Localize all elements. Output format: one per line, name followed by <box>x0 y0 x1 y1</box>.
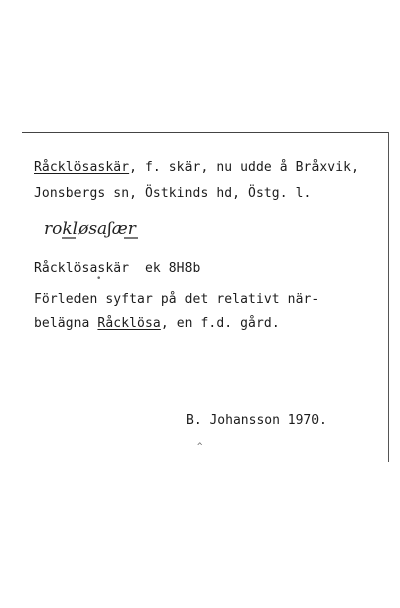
entry-map-reference: Råcklösaskär ek 8H8b <box>34 261 201 276</box>
entry-explanation-line-2: belägna Råcklösa, en f.d. gård. <box>34 316 280 331</box>
card-top-border <box>22 132 388 133</box>
card-right-border <box>388 132 389 462</box>
entry-line-1 <box>34 160 359 176</box>
entry-explanation-line-1: Förleden syftar på det relativt när- <box>34 292 320 307</box>
headword: Råcklösaskär <box>34 160 130 175</box>
phonetic-text: rokløsaʃær <box>44 219 136 239</box>
cross-reference-link: Råcklösa <box>97 316 161 331</box>
entry-location: Jonsbergs sn, Östkinds hd, Östg. l. <box>34 186 312 201</box>
ink-dot: • <box>96 274 102 284</box>
entry-description: , f. skär, nu udde å Bråxvik, <box>129 160 359 175</box>
handwritten-phonetic-transcription <box>40 212 180 252</box>
ink-mark: ^ <box>197 442 203 452</box>
signature: B. Johansson 1970. <box>186 413 327 428</box>
